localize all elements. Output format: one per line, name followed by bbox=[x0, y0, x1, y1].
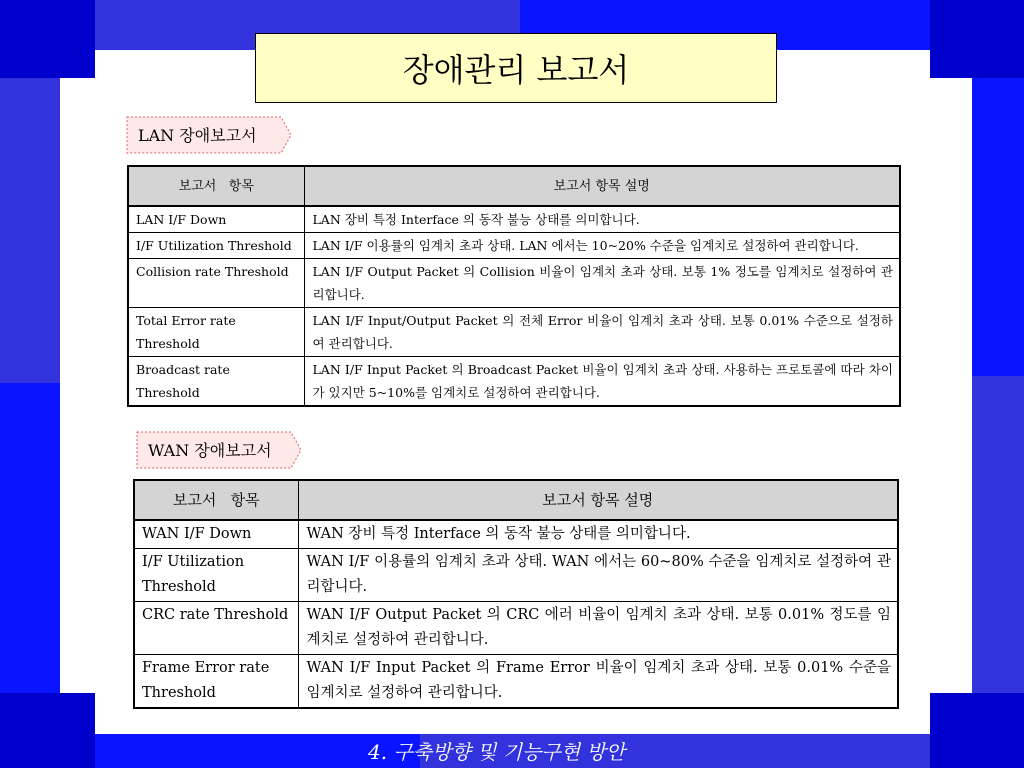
row-item: Total Error rate Threshold bbox=[128, 308, 304, 357]
table-row bbox=[134, 520, 898, 549]
row-item: LAN I/F Down bbox=[128, 206, 304, 233]
table-row bbox=[134, 549, 898, 602]
page-title: 장애관리 보고서 bbox=[255, 33, 777, 103]
row-description: LAN 장비 특정 Interface 의 동작 불능 상태를 의미합니다. bbox=[304, 206, 900, 233]
row-description: WAN I/F Input Packet 의 Frame Error 비율이 임계치 초과 상태. 보통 0.01% 수준을 임계치로 설정하여 관리합니다. bbox=[298, 655, 898, 709]
table-row bbox=[128, 357, 900, 407]
frame-block bbox=[0, 78, 60, 383]
row-item: I/F Utilization Threshold bbox=[134, 549, 298, 602]
row-description: LAN I/F Input Packet 의 Broadcast Packet 비율이 임계치 초과 상태. 사용하는 프로토콜에 따라 차이가 있지만 5~10%를 임계치로 설정하여 관리합니다. bbox=[304, 357, 900, 407]
lan-section-label: LAN 장애보고서 bbox=[138, 126, 257, 145]
table-row bbox=[128, 233, 900, 259]
wan-section-label: WAN 장애보고서 bbox=[148, 441, 272, 460]
row-description: LAN I/F 이용률의 임계치 초과 상태. LAN 에서는 10~20% 수준을 임계치로 설정하여 관리합니다. bbox=[304, 233, 900, 259]
row-description: WAN 장비 특정 Interface 의 동작 불능 상태를 의미합니다. bbox=[298, 520, 898, 549]
frame-block bbox=[972, 78, 1024, 376]
wan-section-tag bbox=[136, 431, 304, 467]
table-row bbox=[134, 655, 898, 709]
lan-report-table bbox=[127, 165, 901, 407]
row-item: I/F Utilization Threshold bbox=[128, 233, 304, 259]
frame-block bbox=[0, 0, 95, 78]
table-row bbox=[128, 206, 900, 233]
row-description: WAN I/F 이용률의 임계치 초과 상태. WAN 에서는 60~80% 수준을 임계치로 설정하여 관리합니다. bbox=[298, 549, 898, 602]
footer-section-title: 4. 구축방향 및 기능구현 방안 bbox=[368, 740, 626, 764]
row-item: CRC rate Threshold bbox=[134, 602, 298, 655]
row-description: LAN I/F Input/Output Packet 의 전체 Error 비율이 임계치 초과 상태. 보통 0.01% 수준으로 설정하여 관리합니다. bbox=[304, 308, 900, 357]
column-header-description: 보고서 항목 설명 bbox=[298, 480, 898, 520]
frame-block bbox=[972, 376, 1024, 693]
column-header-description: 보고서 항목 설명 bbox=[304, 166, 900, 206]
row-item: WAN I/F Down bbox=[134, 520, 298, 549]
row-item: Broadcast rate Threshold bbox=[128, 357, 304, 407]
wan-report-table bbox=[133, 479, 899, 709]
column-header-item: 보고서 항목 bbox=[134, 480, 298, 520]
table-row bbox=[134, 602, 898, 655]
table-row bbox=[128, 259, 900, 308]
frame-block bbox=[930, 0, 1024, 78]
column-header-item: 보고서 항목 bbox=[128, 166, 304, 206]
frame-block bbox=[0, 383, 60, 693]
row-item: Collision rate Threshold bbox=[128, 259, 304, 308]
row-description: LAN I/F Output Packet 의 Collision 비율이 임계치 초과 상태. 보통 1% 정도를 임계치로 설정하여 관리합니다. bbox=[304, 259, 900, 308]
frame-block bbox=[930, 693, 1024, 768]
table-header-row bbox=[128, 166, 900, 206]
frame-block bbox=[0, 693, 95, 768]
table-row bbox=[128, 308, 900, 357]
lan-section-tag bbox=[126, 116, 294, 152]
table-header-row bbox=[134, 480, 898, 520]
row-item: Frame Error rate Threshold bbox=[134, 655, 298, 709]
row-description: WAN I/F Output Packet 의 CRC 에러 비율이 임계치 초과 상태. 보통 0.01% 정도를 임계치로 설정하여 관리합니다. bbox=[298, 602, 898, 655]
